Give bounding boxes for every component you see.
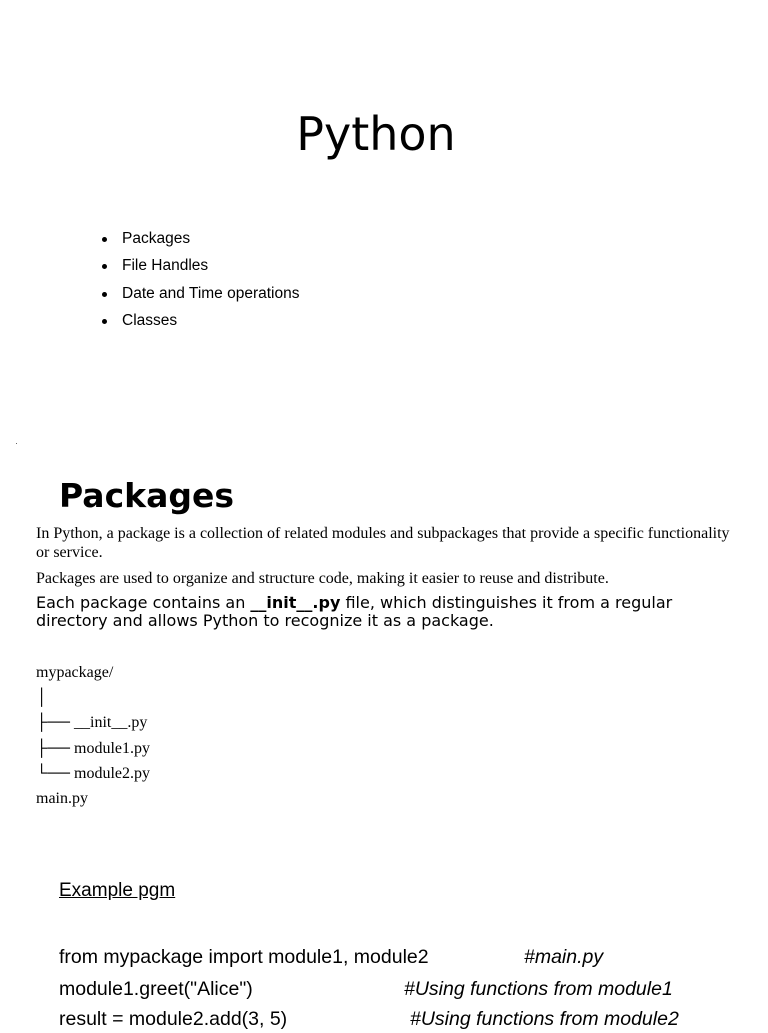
page-marker [16, 443, 17, 444]
bullet-icon [102, 292, 107, 297]
code-comment: #Using functions from module1 [404, 978, 673, 1000]
bullet-icon [102, 264, 107, 269]
list-item: File Handles [100, 255, 300, 282]
code-line: from mypackage import module1, module2 [59, 946, 429, 968]
tree-line: ├── module1.py [36, 739, 150, 757]
tree-line: │ [36, 689, 48, 707]
description-paragraph: Packages are used to organize and structure code, making it easier to reuse and distribute. [36, 570, 609, 587]
tree-line: mypackage/ [36, 664, 114, 681]
title-slide [0, 0, 768, 445]
tree-line: ├── __init__.py [36, 714, 148, 732]
example-label: Example pgm [59, 880, 176, 901]
bullet-icon [102, 319, 107, 324]
tree-line: main.py [36, 789, 88, 807]
list-item: Packages [100, 228, 300, 255]
section-heading: Packages [59, 476, 234, 515]
code-comment: #Using functions from module2 [410, 1008, 679, 1030]
slide-title: Python [296, 107, 456, 161]
list-item: Date and Time operations [100, 283, 300, 310]
topic-list [100, 228, 300, 337]
list-item: Classes [100, 310, 300, 337]
directory-tree [36, 660, 150, 811]
code-line: result = module2.add(3, 5) [59, 1008, 288, 1030]
code-comment: #main.py [524, 946, 604, 968]
tree-line: └── module2.py [36, 764, 150, 782]
init-paragraph: Each package contains an __init__.py file, which distinguishes it from a regular directory and allows Python to recognize it as a package. [36, 593, 673, 630]
description-paragraph: In Python, a package is a collection of related modules and subpackages that provide a specific functionality or service. [36, 525, 730, 561]
bullet-icon [102, 237, 107, 242]
code-line: module1.greet("Alice") [59, 978, 253, 1000]
init-filename: __init__.py [250, 593, 341, 612]
